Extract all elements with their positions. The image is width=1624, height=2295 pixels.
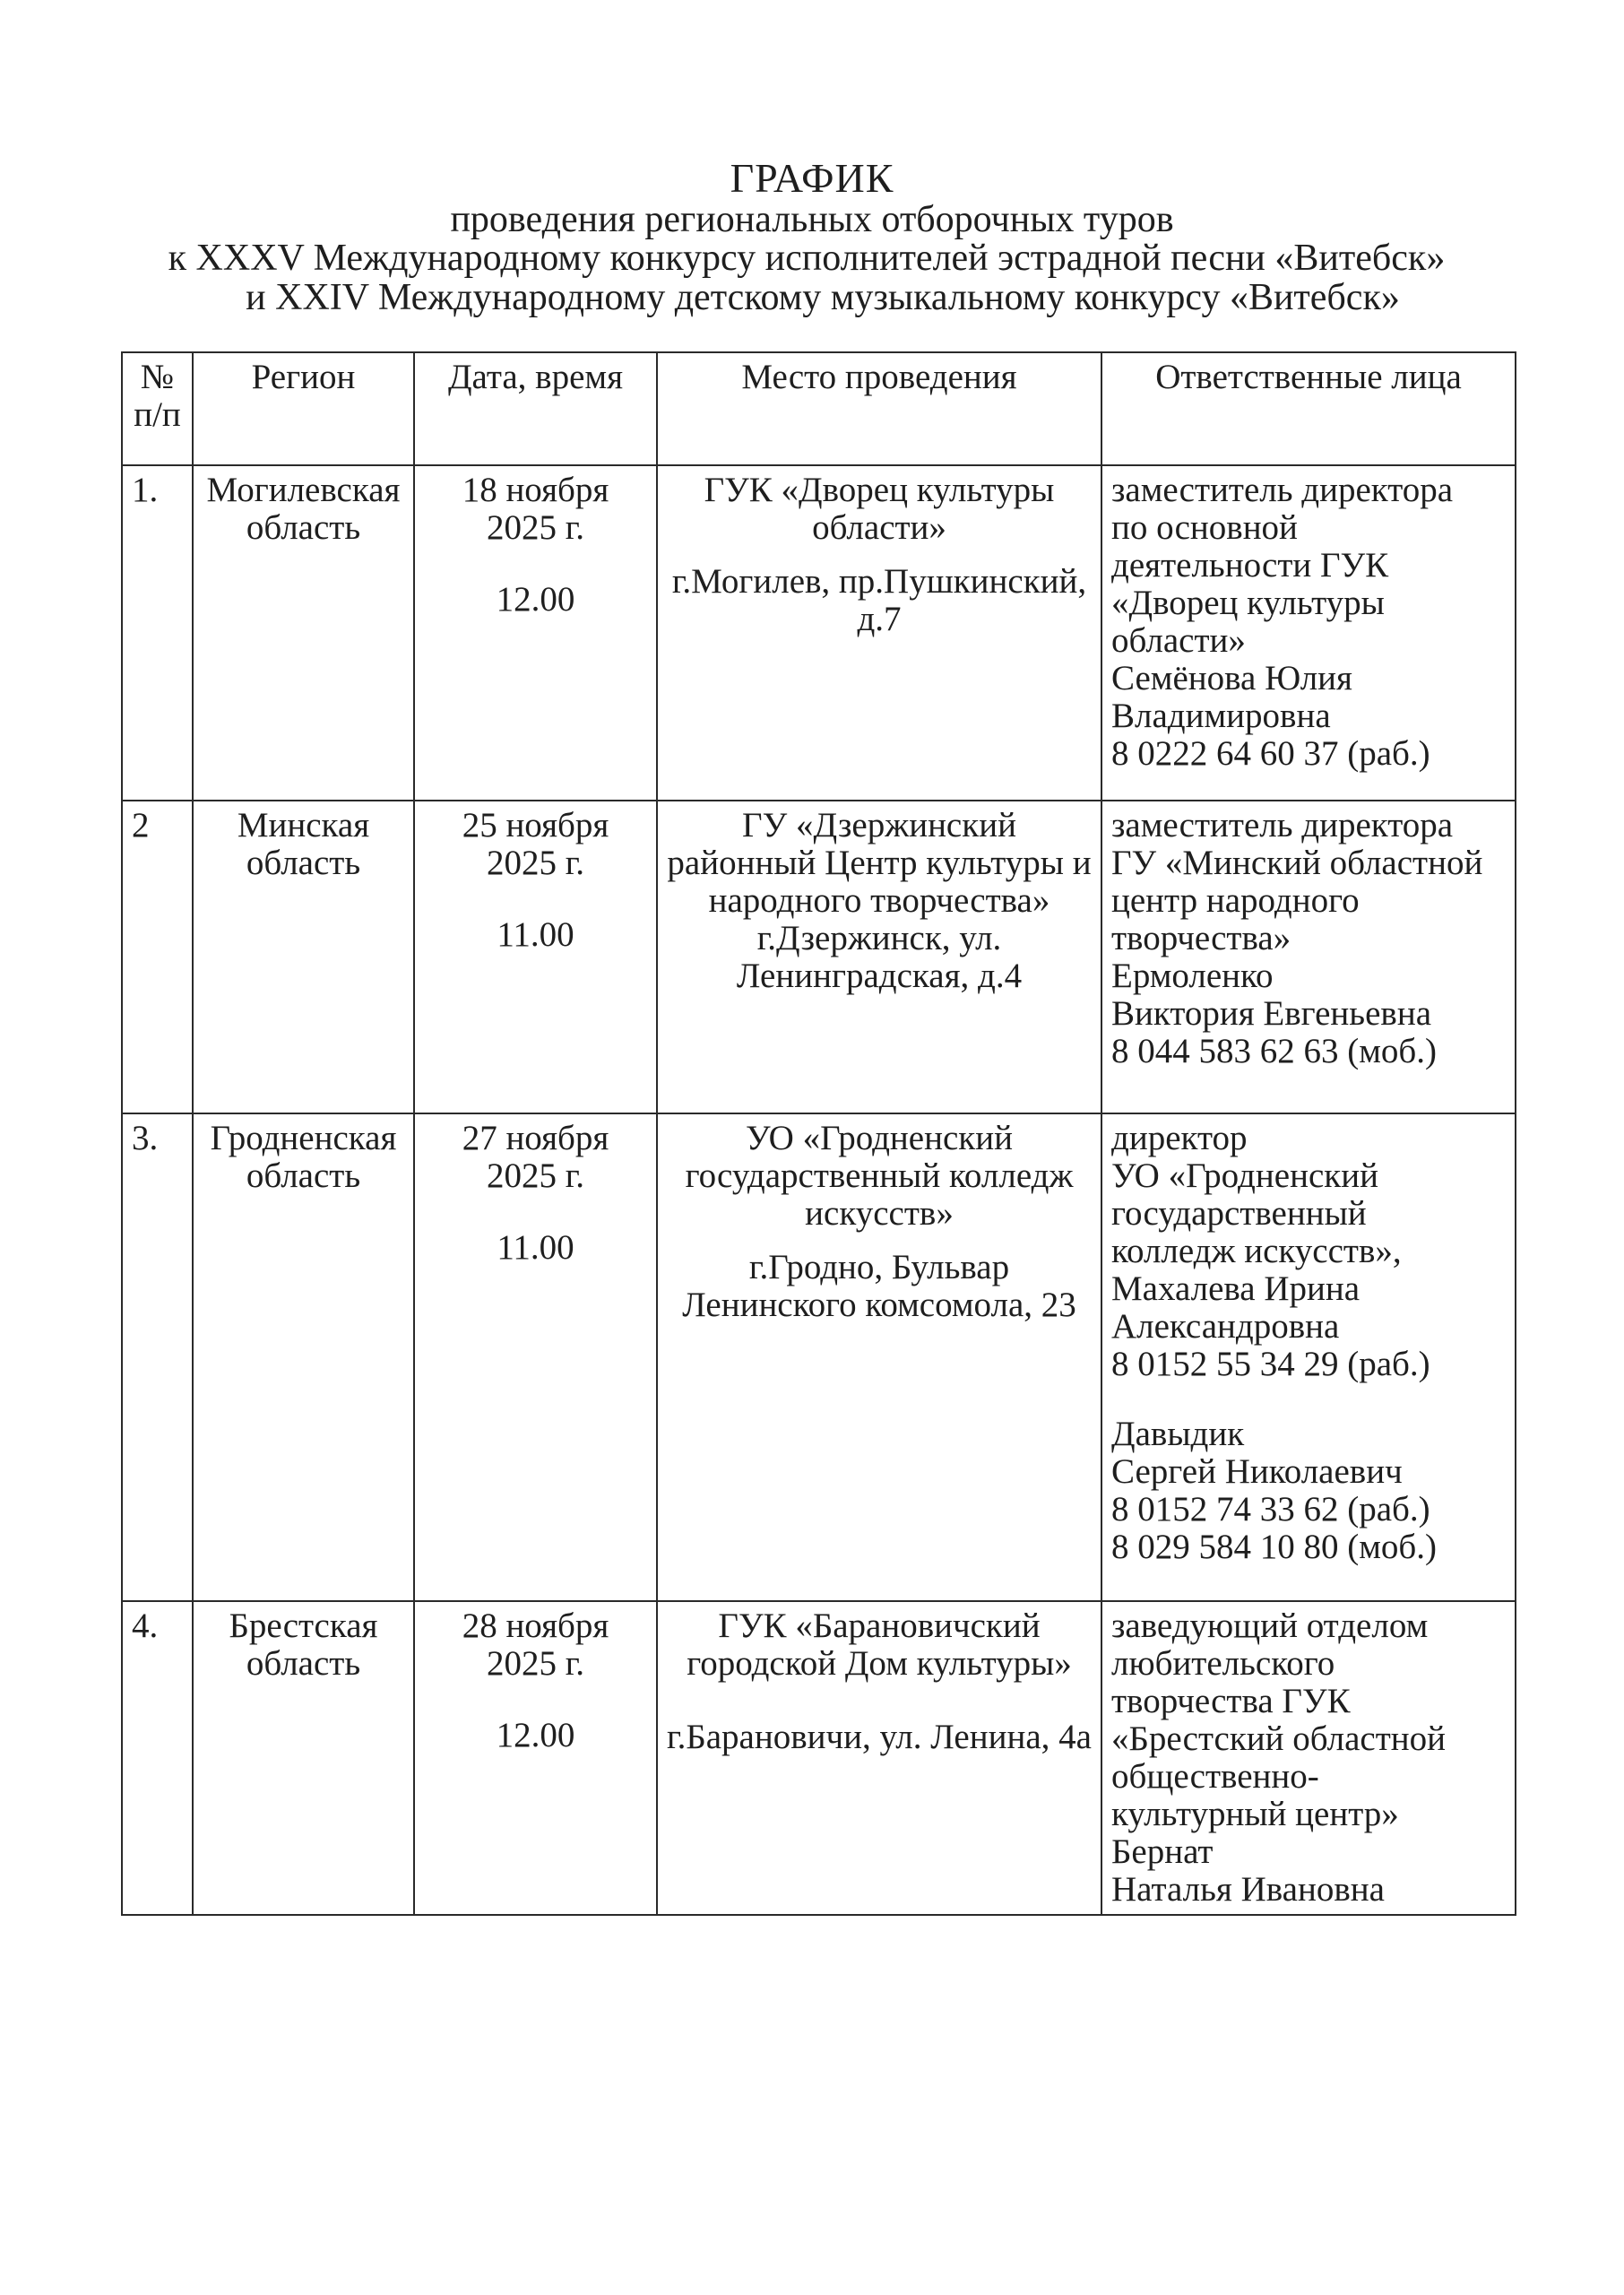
responsible-line: Махалева Ирина: [1111, 1269, 1361, 1308]
table-row: [122, 465, 1516, 801]
heading-line-1: проведения региональных отборочных туров: [450, 199, 1174, 240]
responsible-line: Сергей Николаевич: [1111, 1452, 1403, 1491]
row-place: ГУК «Дворец культуры области»: [704, 471, 1055, 547]
responsible-line: «Дворец культуры: [1111, 584, 1385, 622]
responsible-line: творчества ГУК: [1111, 1682, 1351, 1720]
responsible-line: Ермоленко: [1111, 957, 1274, 995]
row-place: ГУ «Дзержинский районный Центр культуры и народного творчества»: [667, 806, 1092, 920]
table-row: [122, 801, 1516, 1113]
header-region: Регион: [193, 352, 414, 465]
responsible-line: творчества»: [1111, 919, 1291, 957]
responsible-line: Семёнова Юлия: [1111, 659, 1352, 697]
row-address: г.Могилев, пр.Пушкинский, д.7: [671, 562, 1087, 638]
responsible-line: центр народного: [1111, 881, 1360, 920]
row-place: УО «Гродненский государственный колледж искусств»: [685, 1119, 1074, 1233]
row-place-cell: [657, 1601, 1101, 1915]
responsible-line: ГУ «Минский областной: [1111, 844, 1483, 882]
row-date: 25 ноября 2025 г.: [462, 806, 609, 882]
responsible-spacer: [1111, 1383, 1506, 1416]
row-place-cell: [657, 1113, 1101, 1601]
responsible-line: «Брестский областной: [1111, 1719, 1446, 1758]
row-number: 3.: [122, 1113, 193, 1601]
row-region: Брестская область: [193, 1601, 414, 1915]
row-date-cell: [414, 465, 657, 801]
row-date: 18 ноября 2025 г.: [462, 471, 609, 547]
responsible-line: Владимировна: [1111, 697, 1331, 735]
responsible-line: области»: [1111, 621, 1246, 660]
row-time: 12.00: [496, 1716, 575, 1754]
row-region: Гродненская область: [193, 1113, 414, 1601]
row-time: 11.00: [497, 1228, 574, 1267]
responsible-line: 8 0222 64 60 37 (раб.): [1111, 734, 1430, 773]
header-date: Дата, время: [414, 352, 657, 465]
header-responsible: Ответственные лица: [1101, 352, 1516, 465]
responsible-line: по основной: [1111, 508, 1298, 547]
row-responsible: [1101, 1113, 1516, 1601]
table-row: [122, 1601, 1516, 1915]
row-time: 12.00: [496, 580, 575, 619]
row-date-cell: [414, 1113, 657, 1601]
responsible-line: Давыдик: [1111, 1415, 1245, 1453]
header-place: Место проведения: [657, 352, 1101, 465]
row-address: г.Дзержинск, ул. Ленинградская, д.4: [736, 919, 1023, 995]
row-place-cell: [657, 465, 1101, 801]
responsible-line: 8 0152 55 34 29 (раб.): [1111, 1345, 1430, 1383]
row-place: ГУК «Барановичский городской Дом культуры»: [687, 1606, 1072, 1683]
responsible-line: заместитель директора: [1111, 806, 1454, 844]
row-responsible: [1101, 1601, 1516, 1915]
responsible-line: 8 029 584 10 80 (моб.): [1111, 1528, 1437, 1566]
row-region: Минская область: [193, 801, 414, 1113]
row-date-cell: [414, 1601, 657, 1915]
table-header-row: [122, 352, 1516, 465]
responsible-line: директор: [1111, 1119, 1248, 1157]
responsible-line: государственный: [1111, 1194, 1367, 1233]
responsible-line: деятельности ГУК: [1111, 546, 1389, 585]
row-date-cell: [414, 801, 657, 1113]
responsible-line: Бернат: [1111, 1832, 1214, 1871]
responsible-line: культурный центр»: [1111, 1795, 1399, 1833]
responsible-line: УО «Гродненский: [1111, 1156, 1378, 1195]
header-num: № п/п: [122, 352, 193, 465]
row-number: 4.: [122, 1601, 193, 1915]
responsible-line: Виктория Евгеньевна: [1111, 994, 1431, 1033]
heading-line-3: и XXIV Международному детскому музыкальному конкурсу «Витебск»: [246, 277, 1400, 318]
responsible-line: 8 044 583 62 63 (моб.): [1111, 1032, 1437, 1070]
row-region: Могилевская область: [193, 465, 414, 801]
row-place-cell: [657, 801, 1101, 1113]
responsible-line: заместитель директора: [1111, 471, 1454, 509]
row-address: г.Барановичи, ул. Ленина, 4а: [667, 1718, 1092, 1756]
row-number: 2: [122, 801, 193, 1113]
heading-line-2: к XXXV Международному конкурсу исполнителей эстрадной песни «Витебск»: [168, 238, 1446, 279]
responsible-line: заведующий отделом: [1111, 1606, 1429, 1645]
document-title: ГРАФИК: [730, 155, 894, 201]
responsible-line: Александровна: [1111, 1307, 1340, 1346]
row-number: 1.: [122, 465, 193, 801]
row-address: г.Гродно, Бульвар Ленинского комсомола, 23: [682, 1248, 1076, 1324]
responsible-line: общественно-: [1111, 1757, 1319, 1796]
row-time: 11.00: [497, 915, 574, 954]
table-row: [122, 1113, 1516, 1601]
row-responsible: [1101, 465, 1516, 801]
responsible-line: 8 0152 74 33 62 (раб.): [1111, 1490, 1430, 1529]
row-date: 27 ноября 2025 г.: [462, 1119, 609, 1195]
responsible-line: любительского: [1111, 1644, 1335, 1683]
schedule-table: [121, 351, 1516, 1916]
row-responsible: [1101, 801, 1516, 1113]
responsible-line: колледж искусств»,: [1111, 1232, 1402, 1270]
row-date: 28 ноября 2025 г.: [462, 1606, 609, 1683]
responsible-line: Наталья Ивановна: [1111, 1870, 1385, 1909]
